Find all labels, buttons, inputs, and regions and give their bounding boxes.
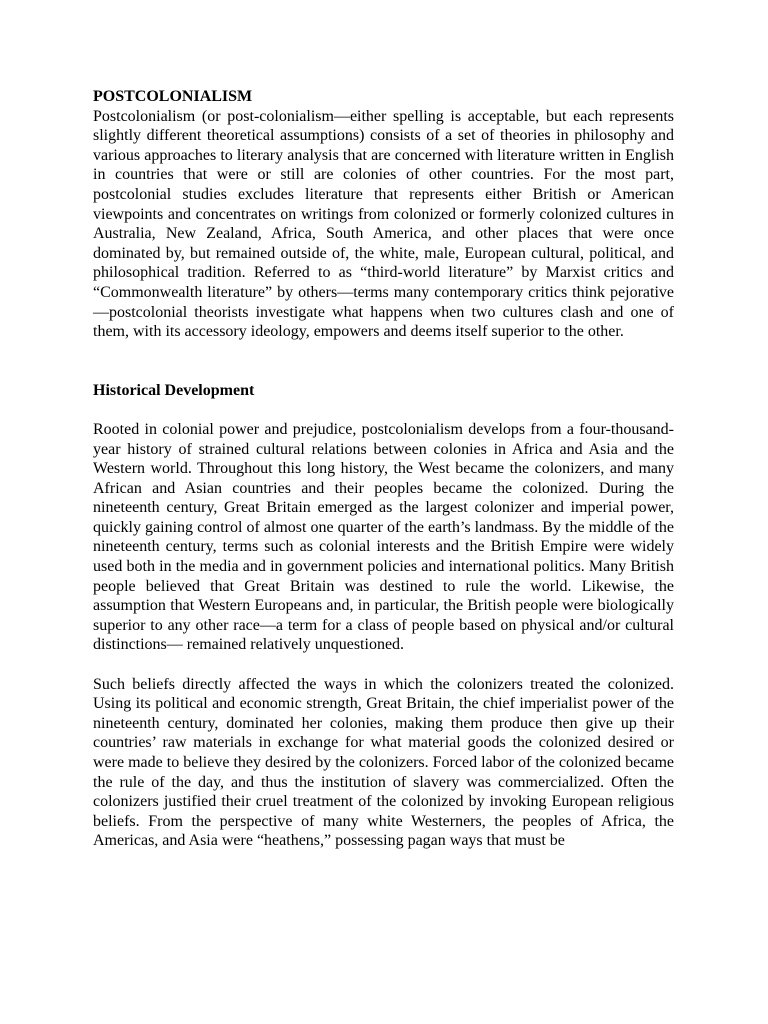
section-heading: Historical Development bbox=[93, 381, 255, 399]
spacer bbox=[93, 655, 674, 675]
document-page bbox=[93, 87, 674, 851]
spacer bbox=[93, 342, 674, 381]
document-title: POSTCOLONIALISM bbox=[93, 88, 253, 105]
spacer bbox=[93, 400, 674, 420]
body-paragraph: Such beliefs directly affected the ways in which the colonizers treated the colonized. Using its political and economic strength, Great Britain, the chief imperialist power of the nineteenth century, dominated her colonies, making them produce then give up their countries’ raw materials in exchange for what material goods the colonized desired or were made to believe they desired by the colonizers. Forced labor of the colonized became the rule of the day, and thus the institution of slavery was commercialized. Often the colonizers justified their cruel treatment of the colonized by invoking European religious beliefs. From the perspective of many white Westerners, the peoples of Africa, the Americas, and Asia were “heathens,” possessing pagan ways that must be bbox=[93, 675, 674, 850]
body-paragraph: Rooted in colonial power and prejudice, postcolonialism develops from a four-thousand-year history of strained cultural relations between colonies in Africa and Asia and the Western world. Throughout this long history, the West became the colonizers, and many African and Asian countries and their peoples became the colonized. During the nineteenth century, Great Britain emerged as the largest colonizer and imperial power, quickly gaining control of almost one quarter of the earth’s landmass. By the middle of the nineteenth century, terms such as colonial interests and the British Empire were widely used both in the media and in government policies and international politics. Many British people believed that Great Britain was destined to rule the world. Likewise, the assumption that Western Europeans and, in particular, the British people were biologically superior to any other race—a term for a class of people based on physical and/or cultural distinctions— remained relatively unquestioned. bbox=[93, 420, 674, 654]
intro-paragraph: Postcolonialism (or post-colonialism—either spelling is acceptable, but each represents slightly different theoretical assumptions) consists of a set of theories in philosophy and various approaches to literary analysis that are concerned with literature written in English in countries that were or still are colonies of other countries. For the most part, postcolonial studies excludes literature that represents either British or American viewpoints and concentrates on writings from colonized or formerly colonized cultures in Australia, New Zealand, Africa, South America, and other places that were once dominated by, but remained outside of, the white, male, European cultural, political, and philosophical tradition. Referred to as “third-world literature” by Marxist critics and “Commonwealth literature” by others—terms many contemporary critics think pejorative—postcolonial theorists investigate what happens when two cultures clash and one of them, with its accessory ideology, empowers and deems itself superior to the other. bbox=[93, 107, 674, 341]
